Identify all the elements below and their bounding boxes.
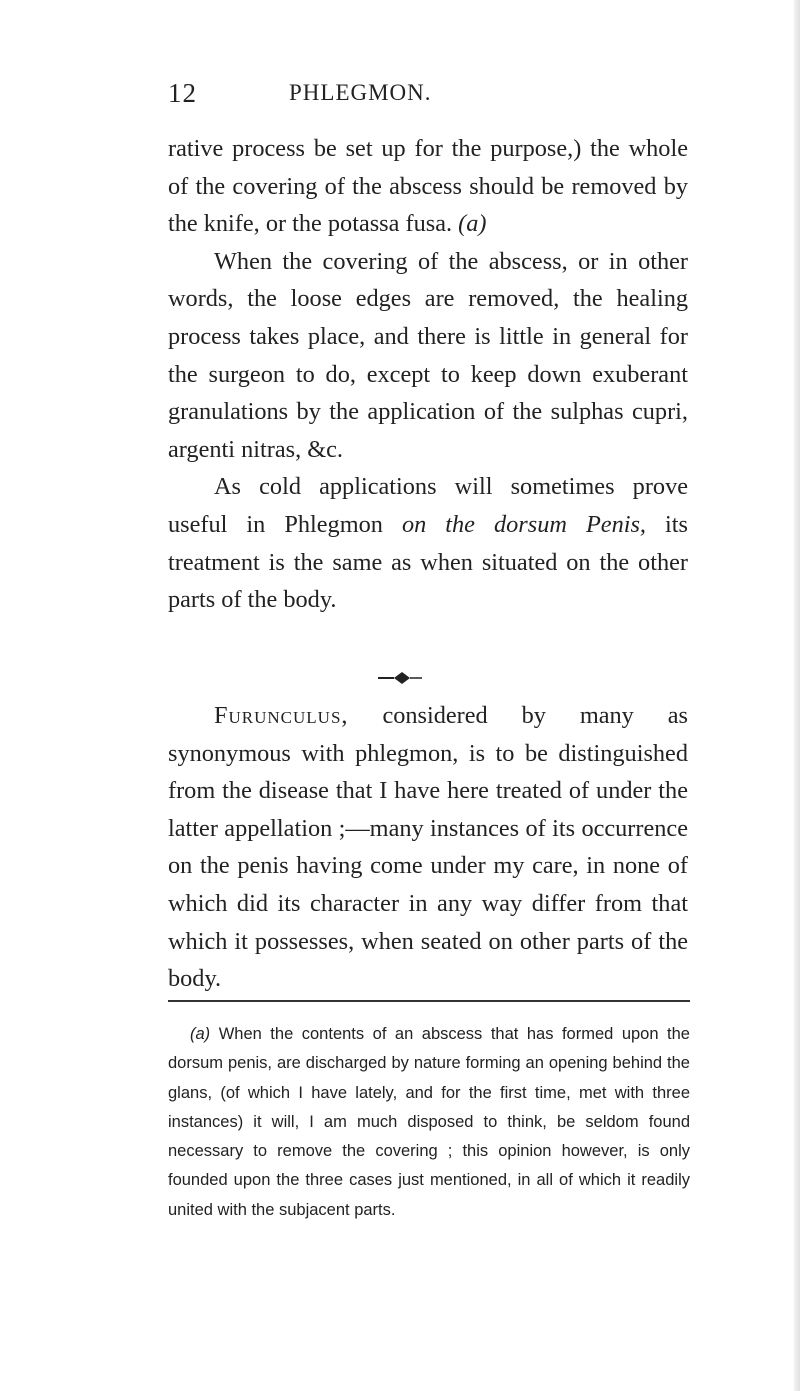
body-text [168, 130, 688, 619]
footnote-paragraph [168, 1020, 690, 1225]
italic-dorsum-penis: the dorsum Penis, [445, 510, 646, 538]
paragraph-cold-text-a: As cold applications will sometimes prove useful in Phlegmon [168, 473, 688, 538]
furunculus-lead: Furunculus, [214, 702, 349, 729]
paragraph-cold-applications [168, 468, 688, 618]
italic-on: on [401, 510, 427, 538]
footnote-rule [168, 1000, 690, 1002]
paragraph-furunculus [168, 697, 688, 998]
footnote-reference: (a) [458, 210, 487, 238]
section-divider-ornament [370, 668, 430, 688]
paragraph-continuation-text: rative process be set up for the purpose,) the whole of the covering of the abscess should be removed by the knife, or the potassa fusa. [168, 135, 688, 238]
paragraph-furunculus-text: considered by many as synonymous with phlegmon, is to be distinguished from the disease that I have here treated of under the latter appellation ;—many instances of its occurrence on the penis having come under my care, in none of which did its character in any way differ from that which it possesses, when seated on other parts of the body. [168, 702, 688, 993]
page-edge [794, 0, 800, 1391]
paragraph-healing: When the covering of the abscess, or in other words, the loose edges are removed, the healing process takes place, and there is little in general for the surgeon to do, except to keep down exuberant granulations by the application of the sulphas cupri, argenti nitras, &c. [168, 247, 688, 463]
paragraph-cold-text-b: its treatment is the same as when situated on the other parts of the body. [168, 510, 689, 614]
paragraph-continuation [168, 130, 688, 243]
body-text-furunculus [168, 697, 688, 998]
page-number: 12 [168, 78, 197, 108]
page-header [168, 78, 688, 118]
footnote [168, 1020, 690, 1225]
footnote-text: When the contents of an abscess that has formed upon the dorsum penis, are discharged by nature forming an opening behind the glans, (of which I have lately, and for the first time, met with three instances) it will, I am much disposed to think, be seldom found necessary to remove the covering ; this opinion however, is only founded upon the three cases just mentioned, in all of which it readily united with the subjacent parts. [168, 1025, 690, 1219]
running-head: PHLEGMON. [289, 80, 432, 105]
divider-ornament-icon [370, 668, 430, 688]
footnote-marker: (a) [190, 1025, 211, 1043]
